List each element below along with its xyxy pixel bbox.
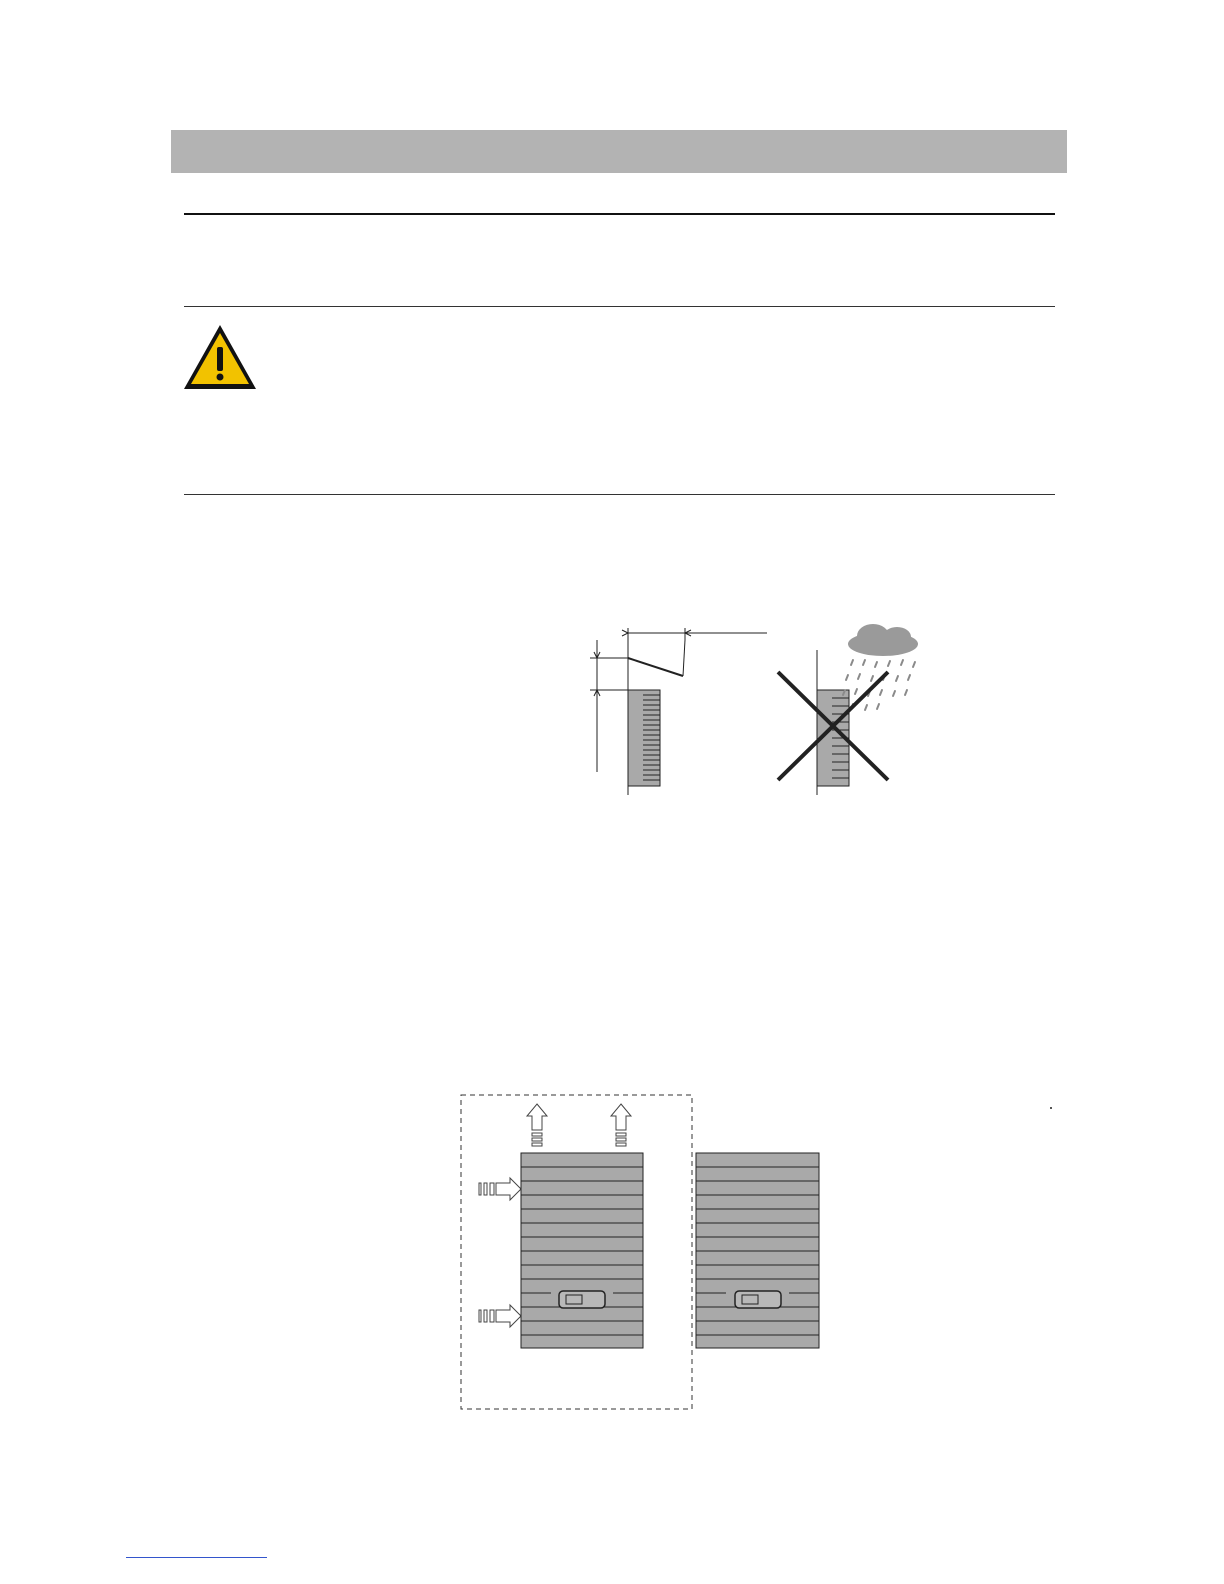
warning-top-divider	[184, 306, 1055, 307]
footer-link-underline[interactable]	[126, 1557, 267, 1558]
warning-bottom-divider	[184, 494, 1055, 495]
heatsink-front-right	[696, 1153, 819, 1348]
heatsink-device-left	[628, 690, 660, 786]
rain-cloud-icon	[843, 624, 918, 710]
top-divider	[184, 213, 1055, 215]
ventilation-clearance-figure	[455, 1090, 835, 1415]
warning-triangle-icon	[182, 323, 258, 391]
mounting-orientation-figure	[585, 620, 930, 800]
dimension-lines	[590, 628, 767, 772]
airflow-arrow-icon	[527, 1104, 631, 1146]
section-header-bar	[171, 130, 1067, 173]
heatsink-front-left	[521, 1153, 643, 1348]
airflow-arrow-icon	[479, 1178, 521, 1327]
stray-mark	[1050, 1107, 1052, 1109]
